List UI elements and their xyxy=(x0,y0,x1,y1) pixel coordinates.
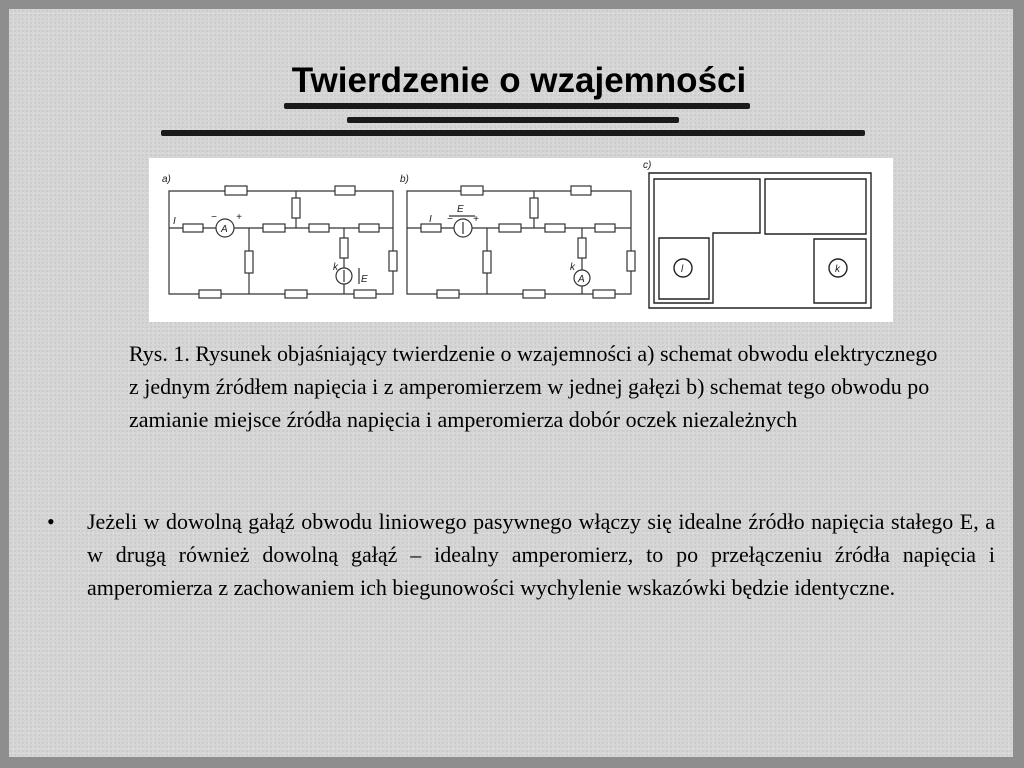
circuit-a-mesh-label: k xyxy=(333,262,338,273)
mesh-loop-l: l xyxy=(681,264,684,275)
circuit-a-source-label: E xyxy=(361,274,368,285)
title-rule-top xyxy=(284,103,750,109)
circuit-b-source-label: E xyxy=(457,204,464,215)
figure-caption: Rys. 1. Rysunek objaśniający twierdzenie o wzajemności a) schemat obwodu elektrycznego z jednym źródłem napięcia i z amperomierzem w jednej gałęzi b) schemat tego obwodu po zamianie miejsce źródła napięcia i amperomierza dobór oczek niezależnych xyxy=(129,341,938,432)
circuit-b xyxy=(407,186,635,298)
circuit-a-plus: + xyxy=(236,212,242,223)
bullet-item xyxy=(47,505,995,604)
mesh-loop-k: k xyxy=(835,264,840,275)
circuit-a-ammeter-label: A xyxy=(221,224,228,235)
bullet-text: Jeżeli w dowolną gałąź obwodu liniowego pasywnego włączy się idealne źródło napięcia stałego E, a w drugą również dowolną gałąź – idealny amperomierz, to po przełączeniu źródła napięcia i amperomierza z zachowaniem ich biegunowości wychylenie wskazówki będzie identyczne. xyxy=(87,509,995,600)
mesh-diagram xyxy=(649,173,871,308)
circuit-b-plus: + xyxy=(473,214,479,225)
circuit-diagram xyxy=(149,158,893,322)
bullet-list xyxy=(47,505,995,604)
slide xyxy=(9,9,1013,757)
panel-label-b: b) xyxy=(400,174,409,185)
circuit-b-mesh-label: k xyxy=(570,262,575,273)
panel-label-a: a) xyxy=(162,174,171,185)
circuit-b-ammeter-label: A xyxy=(578,274,585,285)
circuit-b-minus: − xyxy=(447,214,453,225)
circuit-a-current-label: I xyxy=(173,216,176,227)
circuit-b-current-label: I xyxy=(429,214,432,225)
title-rule-bottom xyxy=(161,130,865,136)
title-rule-middle xyxy=(347,117,679,123)
slide-title: Twierdzenie o wzajemności xyxy=(291,61,747,100)
circuit-a-minus: − xyxy=(211,212,217,223)
panel-label-c: c) xyxy=(643,160,652,171)
circuit-figure xyxy=(149,158,893,322)
bullet-mark: • xyxy=(47,509,55,534)
